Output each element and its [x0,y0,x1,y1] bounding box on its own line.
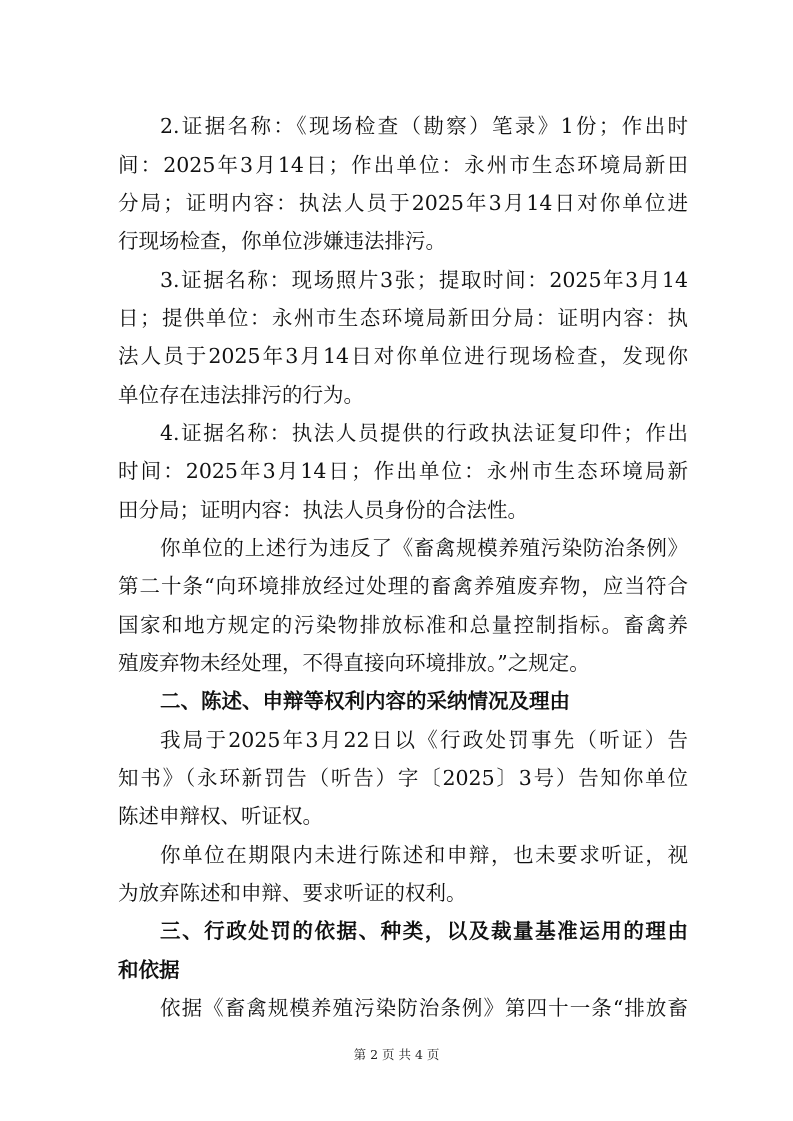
section-heading-3-line-1: 三、行政处罚的依据、种类，以及裁量基准运用的理由 [160,919,688,943]
violation-line-1: 你单位的上述行为违反了《畜禽规模养殖污染防治条例》 [160,536,688,560]
evidence-2-line-4: 行现场检查，你单位涉嫌违法排污。 [118,229,446,253]
evidence-2-line-1: 2.证据名称：《现场检查（勘察）笔录》1份；作出时 [160,114,688,138]
violation-line-3: 国家和地方规定的污染物排放标准和总量控制指标。畜禽养 [118,613,688,637]
evidence-4-line-1: 4.证据名称：执法人员提供的行政执法证复印件；作出 [160,421,688,445]
notice-line-3: 陈述申辩权、听证权。 [118,804,323,828]
violation-line-2: 第二十条“向环境排放经过处理的畜禽养殖废弃物，应当符合 [118,574,688,598]
evidence-2-line-2: 间：2025年3月14日；作出单位：永州市生态环境局新田 [118,153,688,177]
evidence-3-line-1: 3.证据名称：现场照片3张；提取时间：2025年3月14 [160,268,688,292]
section-heading-2: 二、陈述、申辩等权利内容的采纳情况及理由 [160,689,570,713]
violation-line-4: 殖废弃物未经处理，不得直接向环境排放。”之规定。 [118,651,590,675]
evidence-3-line-2: 日；提供单位：永州市生态环境局新田分局：证明内容：执 [118,306,688,330]
notice-line-2: 知书》（永环新罚告（听告）字〔2025〕3号）告知你单位 [118,766,688,790]
waiver-line-1: 你单位在期限内未进行陈述和申辩，也未要求听证，视 [160,843,688,867]
page-number-footer: 第 2 页 共 4 页 [353,1047,440,1062]
evidence-3-line-3: 法人员于2025年3月14日对你单位进行现场检查，发现你 [118,344,688,368]
waiver-line-2: 为放弃陈述和申辩、要求听证的权利。 [118,881,467,905]
basis-line-1: 依据《畜禽规模养殖污染防治条例》第四十一条“排放畜 [160,996,688,1020]
notice-line-1: 我局于2025年3月22日以《行政处罚事先（听证）告 [160,728,688,752]
evidence-4-line-3: 田分局；证明内容：执法人员身份的合法性。 [118,498,528,522]
evidence-3-line-4: 单位存在违法排污的行为。 [118,383,364,407]
evidence-2-line-3: 分局；证明内容：执法人员于2025年3月14日对你单位进 [118,191,688,215]
evidence-4-line-2: 时间：2025年3月14日；作出单位：永州市生态环境局新 [118,459,688,483]
section-heading-3-line-2: 和依据 [118,958,180,982]
